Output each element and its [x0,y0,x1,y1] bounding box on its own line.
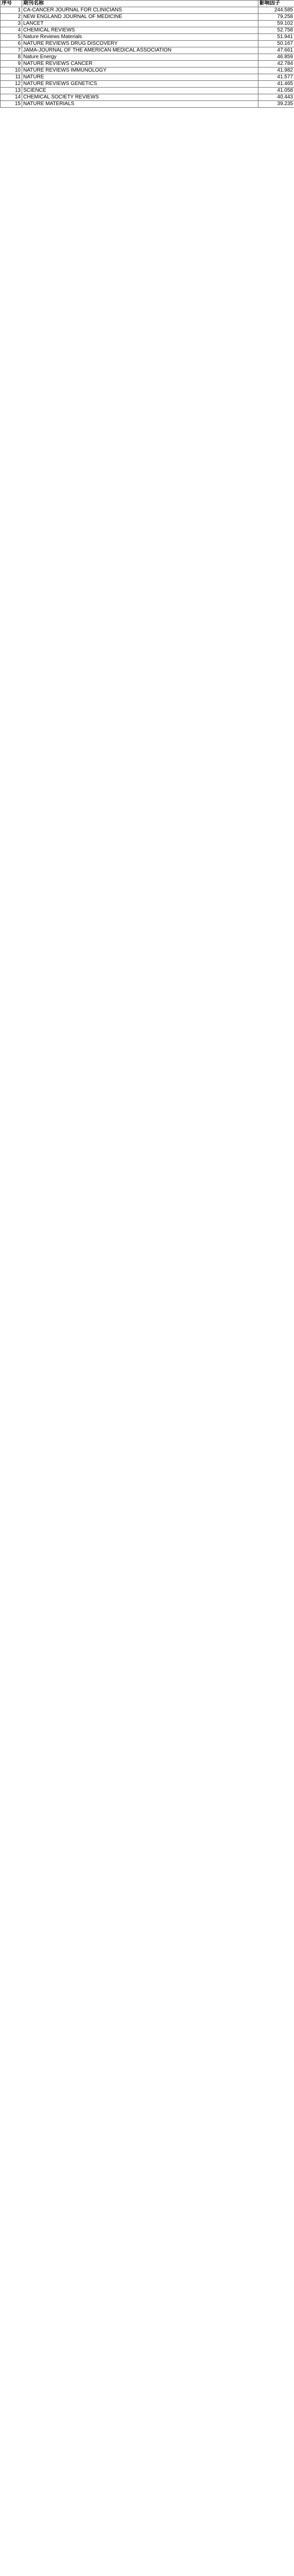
row-impact-factor: 41.465 [258,81,294,88]
row-journal-name: NATURE [22,74,258,81]
row-journal-name: Nature Energy [22,54,258,61]
row-impact-factor: 39.235 [258,101,294,108]
table-row [1,27,294,34]
table-row [1,41,294,47]
table-header [1,1,294,7]
row-impact-factor: 42.784 [258,61,294,67]
table-body [1,7,294,108]
row-rank: 13 [1,88,22,94]
row-journal-name: CHEMICAL REVIEWS [22,27,258,34]
table-row [1,7,294,14]
table-row [1,74,294,81]
table-row [1,47,294,54]
table-row [1,34,294,41]
row-impact-factor: 52.758 [258,27,294,34]
row-rank: 4 [1,27,22,34]
column-header-rank: 序号 [1,1,22,7]
table-header-row [1,1,294,7]
row-journal-name: JAMA-JOURNAL OF THE AMERICAN MEDICAL ASSOCIATION [22,47,258,54]
row-impact-factor: 41.058 [258,88,294,94]
row-impact-factor: 50.167 [258,41,294,47]
row-rank: 1 [1,7,22,14]
row-journal-name: NATURE REVIEWS GENETICS [22,81,258,88]
row-rank: 10 [1,67,22,74]
row-journal-name: NATURE REVIEWS DRUG DISCOVERY [22,41,258,47]
column-header-impact-factor: 影响因子 [258,1,294,7]
row-rank: 9 [1,61,22,67]
row-impact-factor: 46.859 [258,54,294,61]
row-journal-name: LANCET [22,21,258,27]
row-rank: 2 [1,14,22,21]
row-journal-name: NEW ENGLAND JOURNAL OF MEDICINE [22,14,258,21]
row-journal-name: NATURE REVIEWS CANCER [22,61,258,67]
row-journal-name: NATURE REVIEWS IMMUNOLOGY [22,67,258,74]
table-row [1,94,294,101]
journal-impact-factor-table [0,0,294,108]
row-impact-factor: 51.941 [258,34,294,41]
column-header-journal: 期刊名称 [22,1,258,7]
row-journal-name: SCIENCE [22,88,258,94]
table-row [1,21,294,27]
table-row [1,67,294,74]
table-row [1,61,294,67]
row-journal-name: CHEMICAL SOCIETY REVIEWS [22,94,258,101]
row-impact-factor: 79.258 [258,14,294,21]
table-row [1,81,294,88]
row-rank: 15 [1,101,22,108]
row-journal-name: Nature Reviews Materials [22,34,258,41]
row-impact-factor: 41.982 [258,67,294,74]
table-row [1,101,294,108]
row-impact-factor: 244.585 [258,7,294,14]
row-rank: 14 [1,94,22,101]
row-rank: 5 [1,34,22,41]
table-row [1,88,294,94]
row-rank: 6 [1,41,22,47]
row-rank: 7 [1,47,22,54]
row-rank: 12 [1,81,22,88]
row-rank: 11 [1,74,22,81]
table-row [1,14,294,21]
row-impact-factor: 41.577 [258,74,294,81]
table-row [1,54,294,61]
row-journal-name: NATURE MATERIALS [22,101,258,108]
row-rank: 8 [1,54,22,61]
row-journal-name: CA-CANCER JOURNAL FOR CLINICIANS [22,7,258,14]
row-rank: 3 [1,21,22,27]
row-impact-factor: 47.661 [258,47,294,54]
row-impact-factor: 59.102 [258,21,294,27]
row-impact-factor: 40.443 [258,94,294,101]
